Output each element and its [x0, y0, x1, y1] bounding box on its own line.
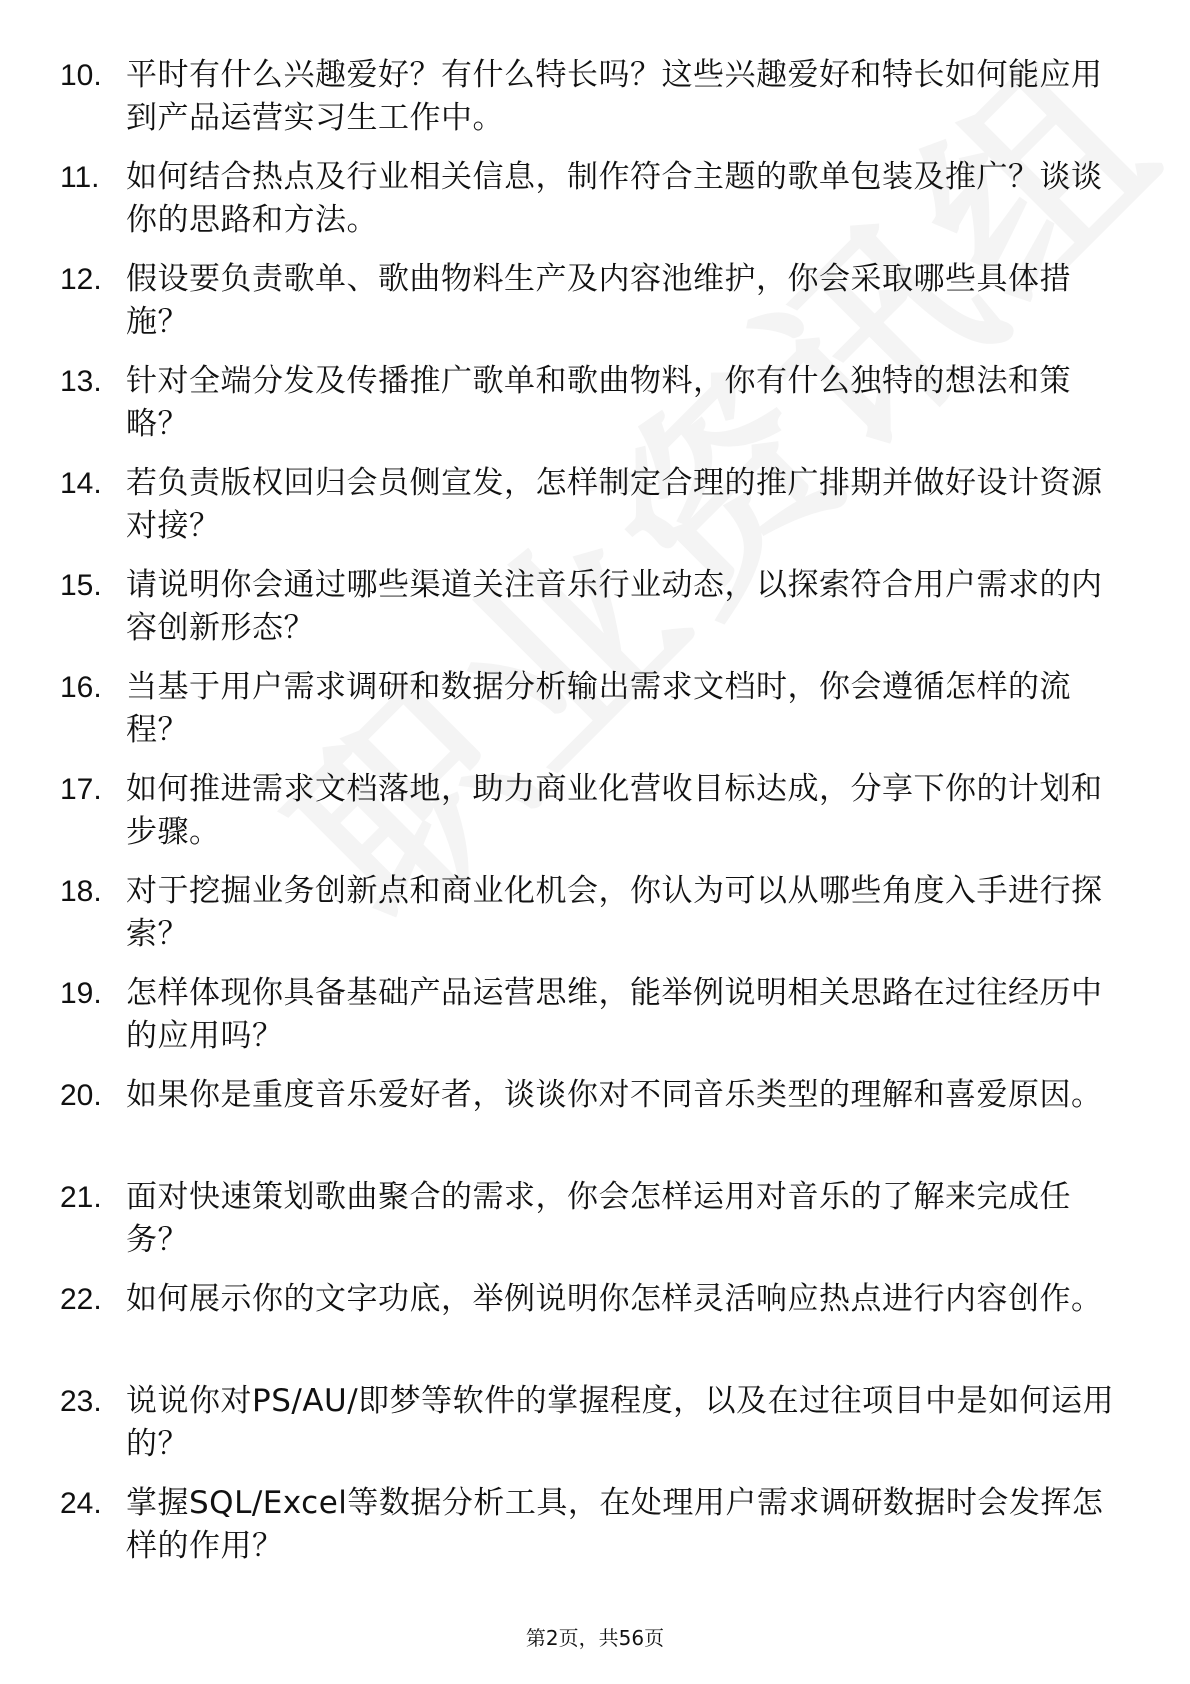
- question-number: 24.: [60, 1487, 102, 1520]
- question-item: [60, 1380, 1130, 1482]
- question-number: 19.: [60, 977, 102, 1010]
- question-text: 如何展示你的文字功底，举例说明你怎样灵活响应热点进行内容创作。: [126, 1281, 1103, 1317]
- question-number: 13.: [60, 365, 102, 398]
- question-number: 11.: [60, 161, 100, 194]
- question-item: [60, 1176, 1130, 1278]
- question-text: 平时有什么兴趣爱好？有什么特长吗？这些兴趣爱好和特长如何能应用到产品运营实习生工作中。: [126, 57, 1103, 136]
- page-footer: [0, 1622, 1190, 1651]
- question-number: 20.: [60, 1079, 102, 1112]
- question-item: [60, 1482, 1130, 1584]
- question-text: 如何结合热点及行业相关信息，制作符合主题的歌单包装及推广？谈谈你的思路和方法。: [126, 159, 1103, 238]
- question-number: 10.: [60, 59, 102, 92]
- question-text: 面对快速策划歌曲聚合的需求，你会怎样运用对音乐的了解来完成任务？: [126, 1179, 1071, 1258]
- question-text: 针对全端分发及传播推广歌单和歌曲物料，你有什么独特的想法和策略？: [126, 363, 1071, 442]
- question-item: [60, 462, 1130, 564]
- question-text: 掌握SQL/Excel等数据分析工具，在处理用户需求调研数据时会发挥怎样的作用？: [126, 1485, 1104, 1564]
- question-list: [60, 54, 1130, 1584]
- question-text: 如果你是重度音乐爱好者，谈谈你对不同音乐类型的理解和喜爱原因。: [126, 1077, 1103, 1113]
- question-text: 对于挖掘业务创新点和商业化机会，你认为可以从哪些角度入手进行探索？: [126, 873, 1103, 952]
- question-number: 14.: [60, 467, 102, 500]
- question-item: [60, 666, 1130, 768]
- question-number: 16.: [60, 671, 102, 704]
- question-number: 21.: [60, 1181, 102, 1214]
- question-number: 23.: [60, 1385, 102, 1418]
- question-item: [60, 360, 1130, 462]
- question-number: 22.: [60, 1283, 102, 1316]
- question-text: 假设要负责歌单、歌曲物料生产及内容池维护，你会采取哪些具体措施？: [126, 261, 1071, 340]
- question-text: 怎样体现你具备基础产品运营思维，能举例说明相关思路在过往经历中的应用吗？: [126, 975, 1103, 1054]
- question-item: [60, 768, 1130, 870]
- question-text: 若负责版权回归会员侧宣发，怎样制定合理的推广排期并做好设计资源对接？: [126, 465, 1103, 544]
- question-item: [60, 1278, 1130, 1380]
- question-number: 12.: [60, 263, 102, 296]
- question-item: [60, 258, 1130, 360]
- question-item: [60, 1074, 1130, 1176]
- question-text: 请说明你会通过哪些渠道关注音乐行业动态，以探索符合用户需求的内容创新形态？: [126, 567, 1103, 646]
- question-number: 18.: [60, 875, 102, 908]
- page-number-label: 第2页，共56页: [525, 1626, 665, 1650]
- question-item: [60, 156, 1130, 258]
- question-text: 说说你对PS/AU/即梦等软件的掌握程度，以及在过往项目中是如何运用的？: [126, 1383, 1115, 1462]
- question-text: 如何推进需求文档落地，助力商业化营收目标达成，分享下你的计划和步骤。: [126, 771, 1103, 850]
- question-item: [60, 870, 1130, 972]
- question-item: [60, 564, 1130, 666]
- question-number: 17.: [60, 773, 102, 806]
- question-text: 当基于用户需求调研和数据分析输出需求文档时，你会遵循怎样的流程？: [126, 669, 1071, 748]
- question-item: [60, 54, 1130, 156]
- question-number: 15.: [60, 569, 102, 602]
- question-item: [60, 972, 1130, 1074]
